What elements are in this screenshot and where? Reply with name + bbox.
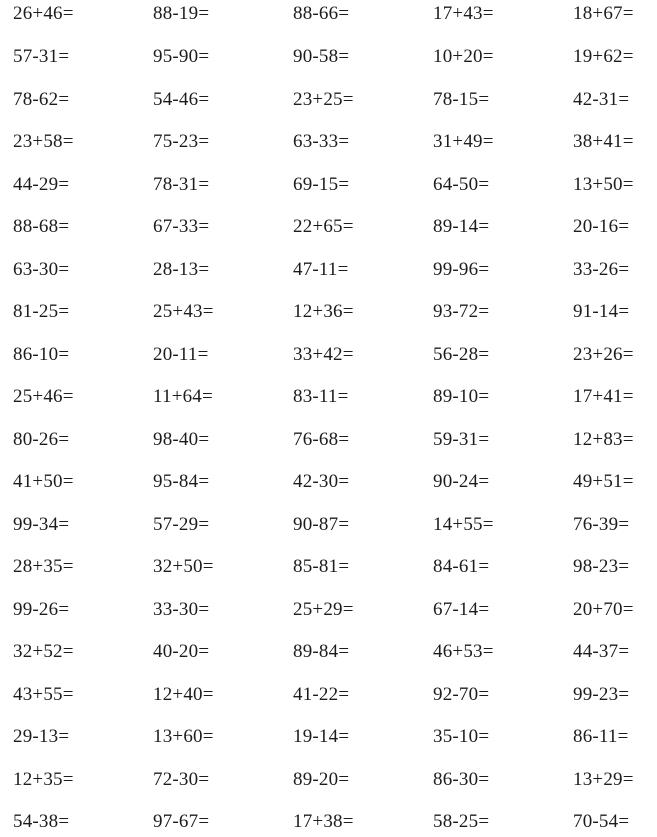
problem: 95-84=	[153, 471, 210, 492]
problem: 13+29=	[573, 769, 634, 790]
problem: 20-16=	[573, 216, 630, 237]
problem: 49+51=	[573, 471, 634, 492]
problem-row	[0, 510, 657, 540]
problem-row	[0, 680, 657, 710]
problem: 99-34=	[13, 514, 70, 535]
problem: 78-31=	[153, 174, 210, 195]
problem: 57-31=	[13, 46, 70, 67]
problem: 33-30=	[153, 599, 210, 620]
problem: 12+83=	[573, 429, 634, 450]
problem: 86-11=	[573, 726, 629, 747]
problem: 31+49=	[433, 131, 494, 152]
problem: 17+38=	[293, 811, 354, 832]
problem: 76-68=	[293, 429, 350, 450]
problem: 57-29=	[153, 514, 210, 535]
problem: 92-70=	[433, 684, 490, 705]
problem: 12+36=	[293, 301, 354, 322]
problem: 89-14=	[433, 216, 490, 237]
problem: 25+29=	[293, 599, 354, 620]
problem: 32+50=	[153, 556, 214, 577]
problem: 42-30=	[293, 471, 350, 492]
problem: 23+25=	[293, 89, 354, 110]
problem-row	[0, 340, 657, 370]
problem: 97-67=	[153, 811, 210, 832]
problem-row	[0, 722, 657, 752]
problem: 19+62=	[573, 46, 634, 67]
problem: 83-11=	[293, 386, 349, 407]
problem: 12+40=	[153, 684, 214, 705]
problem-row	[0, 127, 657, 157]
problem: 26+46=	[13, 3, 74, 24]
problem: 90-58=	[293, 46, 350, 67]
problem-row	[0, 212, 657, 242]
problem: 54-46=	[153, 89, 210, 110]
problem-row	[0, 0, 657, 29]
problem-row	[0, 467, 657, 497]
problem: 95-90=	[153, 46, 210, 67]
problem: 93-72=	[433, 301, 490, 322]
problem: 76-39=	[573, 514, 630, 535]
problem: 44-37=	[573, 641, 630, 662]
problem-row	[0, 595, 657, 625]
problem: 25+46=	[13, 386, 74, 407]
problem-row	[0, 42, 657, 72]
problem: 78-62=	[13, 89, 70, 110]
problem-row	[0, 552, 657, 582]
problem: 88-19=	[153, 3, 210, 24]
problem: 75-23=	[153, 131, 210, 152]
problem: 47-11=	[293, 259, 349, 280]
problem: 98-23=	[573, 556, 630, 577]
problem: 99-96=	[433, 259, 490, 280]
problem: 32+52=	[13, 641, 74, 662]
problem: 11+64=	[153, 386, 213, 407]
problem: 89-10=	[433, 386, 490, 407]
problem: 85-81=	[293, 556, 350, 577]
problem: 43+55=	[13, 684, 74, 705]
problem: 19-14=	[293, 726, 350, 747]
problem: 99-23=	[573, 684, 630, 705]
problem: 89-84=	[293, 641, 350, 662]
problem: 18+67=	[573, 3, 634, 24]
problem: 89-20=	[293, 769, 350, 790]
problem: 29-13=	[13, 726, 70, 747]
problem: 41-22=	[293, 684, 350, 705]
problem: 44-29=	[13, 174, 70, 195]
problem: 42-31=	[573, 89, 630, 110]
problem: 54-38=	[13, 811, 70, 832]
problem: 22+65=	[293, 216, 354, 237]
problem: 86-30=	[433, 769, 490, 790]
problem-row	[0, 637, 657, 667]
problem: 88-66=	[293, 3, 350, 24]
problem: 98-40=	[153, 429, 210, 450]
problem-row	[0, 297, 657, 327]
problem: 17+41=	[573, 386, 634, 407]
problem: 63-30=	[13, 259, 70, 280]
problem: 38+41=	[573, 131, 634, 152]
problem: 58-25=	[433, 811, 490, 832]
problem: 33+42=	[293, 344, 354, 365]
problem: 28-13=	[153, 259, 210, 280]
problem-row	[0, 382, 657, 412]
problem: 99-26=	[13, 599, 70, 620]
problem-row	[0, 170, 657, 200]
problem: 84-61=	[433, 556, 490, 577]
problem: 70-54=	[573, 811, 630, 832]
problem-row	[0, 85, 657, 115]
problem-row	[0, 765, 657, 795]
problem: 81-25=	[13, 301, 70, 322]
problem: 20-11=	[153, 344, 209, 365]
problem: 86-10=	[13, 344, 70, 365]
problem: 90-24=	[433, 471, 490, 492]
problem-row	[0, 807, 657, 837]
problem: 35-10=	[433, 726, 490, 747]
problem: 13+50=	[573, 174, 634, 195]
problem: 88-68=	[13, 216, 70, 237]
problem: 59-31=	[433, 429, 490, 450]
problem: 23+58=	[13, 131, 74, 152]
problem: 91-14=	[573, 301, 630, 322]
problem: 67-14=	[433, 599, 490, 620]
problem: 20+70=	[573, 599, 634, 620]
problem: 90-87=	[293, 514, 350, 535]
problem: 56-28=	[433, 344, 490, 365]
problem: 12+35=	[13, 769, 74, 790]
problem: 17+43=	[433, 3, 494, 24]
problem: 10+20=	[433, 46, 494, 67]
problem: 40-20=	[153, 641, 210, 662]
problem: 14+55=	[433, 514, 494, 535]
problem: 72-30=	[153, 769, 210, 790]
problem: 67-33=	[153, 216, 210, 237]
problem: 41+50=	[13, 471, 74, 492]
problem: 23+26=	[573, 344, 634, 365]
problem: 25+43=	[153, 301, 214, 322]
problem: 69-15=	[293, 174, 350, 195]
problem: 80-26=	[13, 429, 70, 450]
problem: 33-26=	[573, 259, 630, 280]
problem: 13+60=	[153, 726, 214, 747]
problem: 78-15=	[433, 89, 490, 110]
problem: 63-33=	[293, 131, 350, 152]
problem-row	[0, 425, 657, 455]
problem-row	[0, 255, 657, 285]
problem: 46+53=	[433, 641, 494, 662]
problem: 64-50=	[433, 174, 490, 195]
problem: 28+35=	[13, 556, 74, 577]
